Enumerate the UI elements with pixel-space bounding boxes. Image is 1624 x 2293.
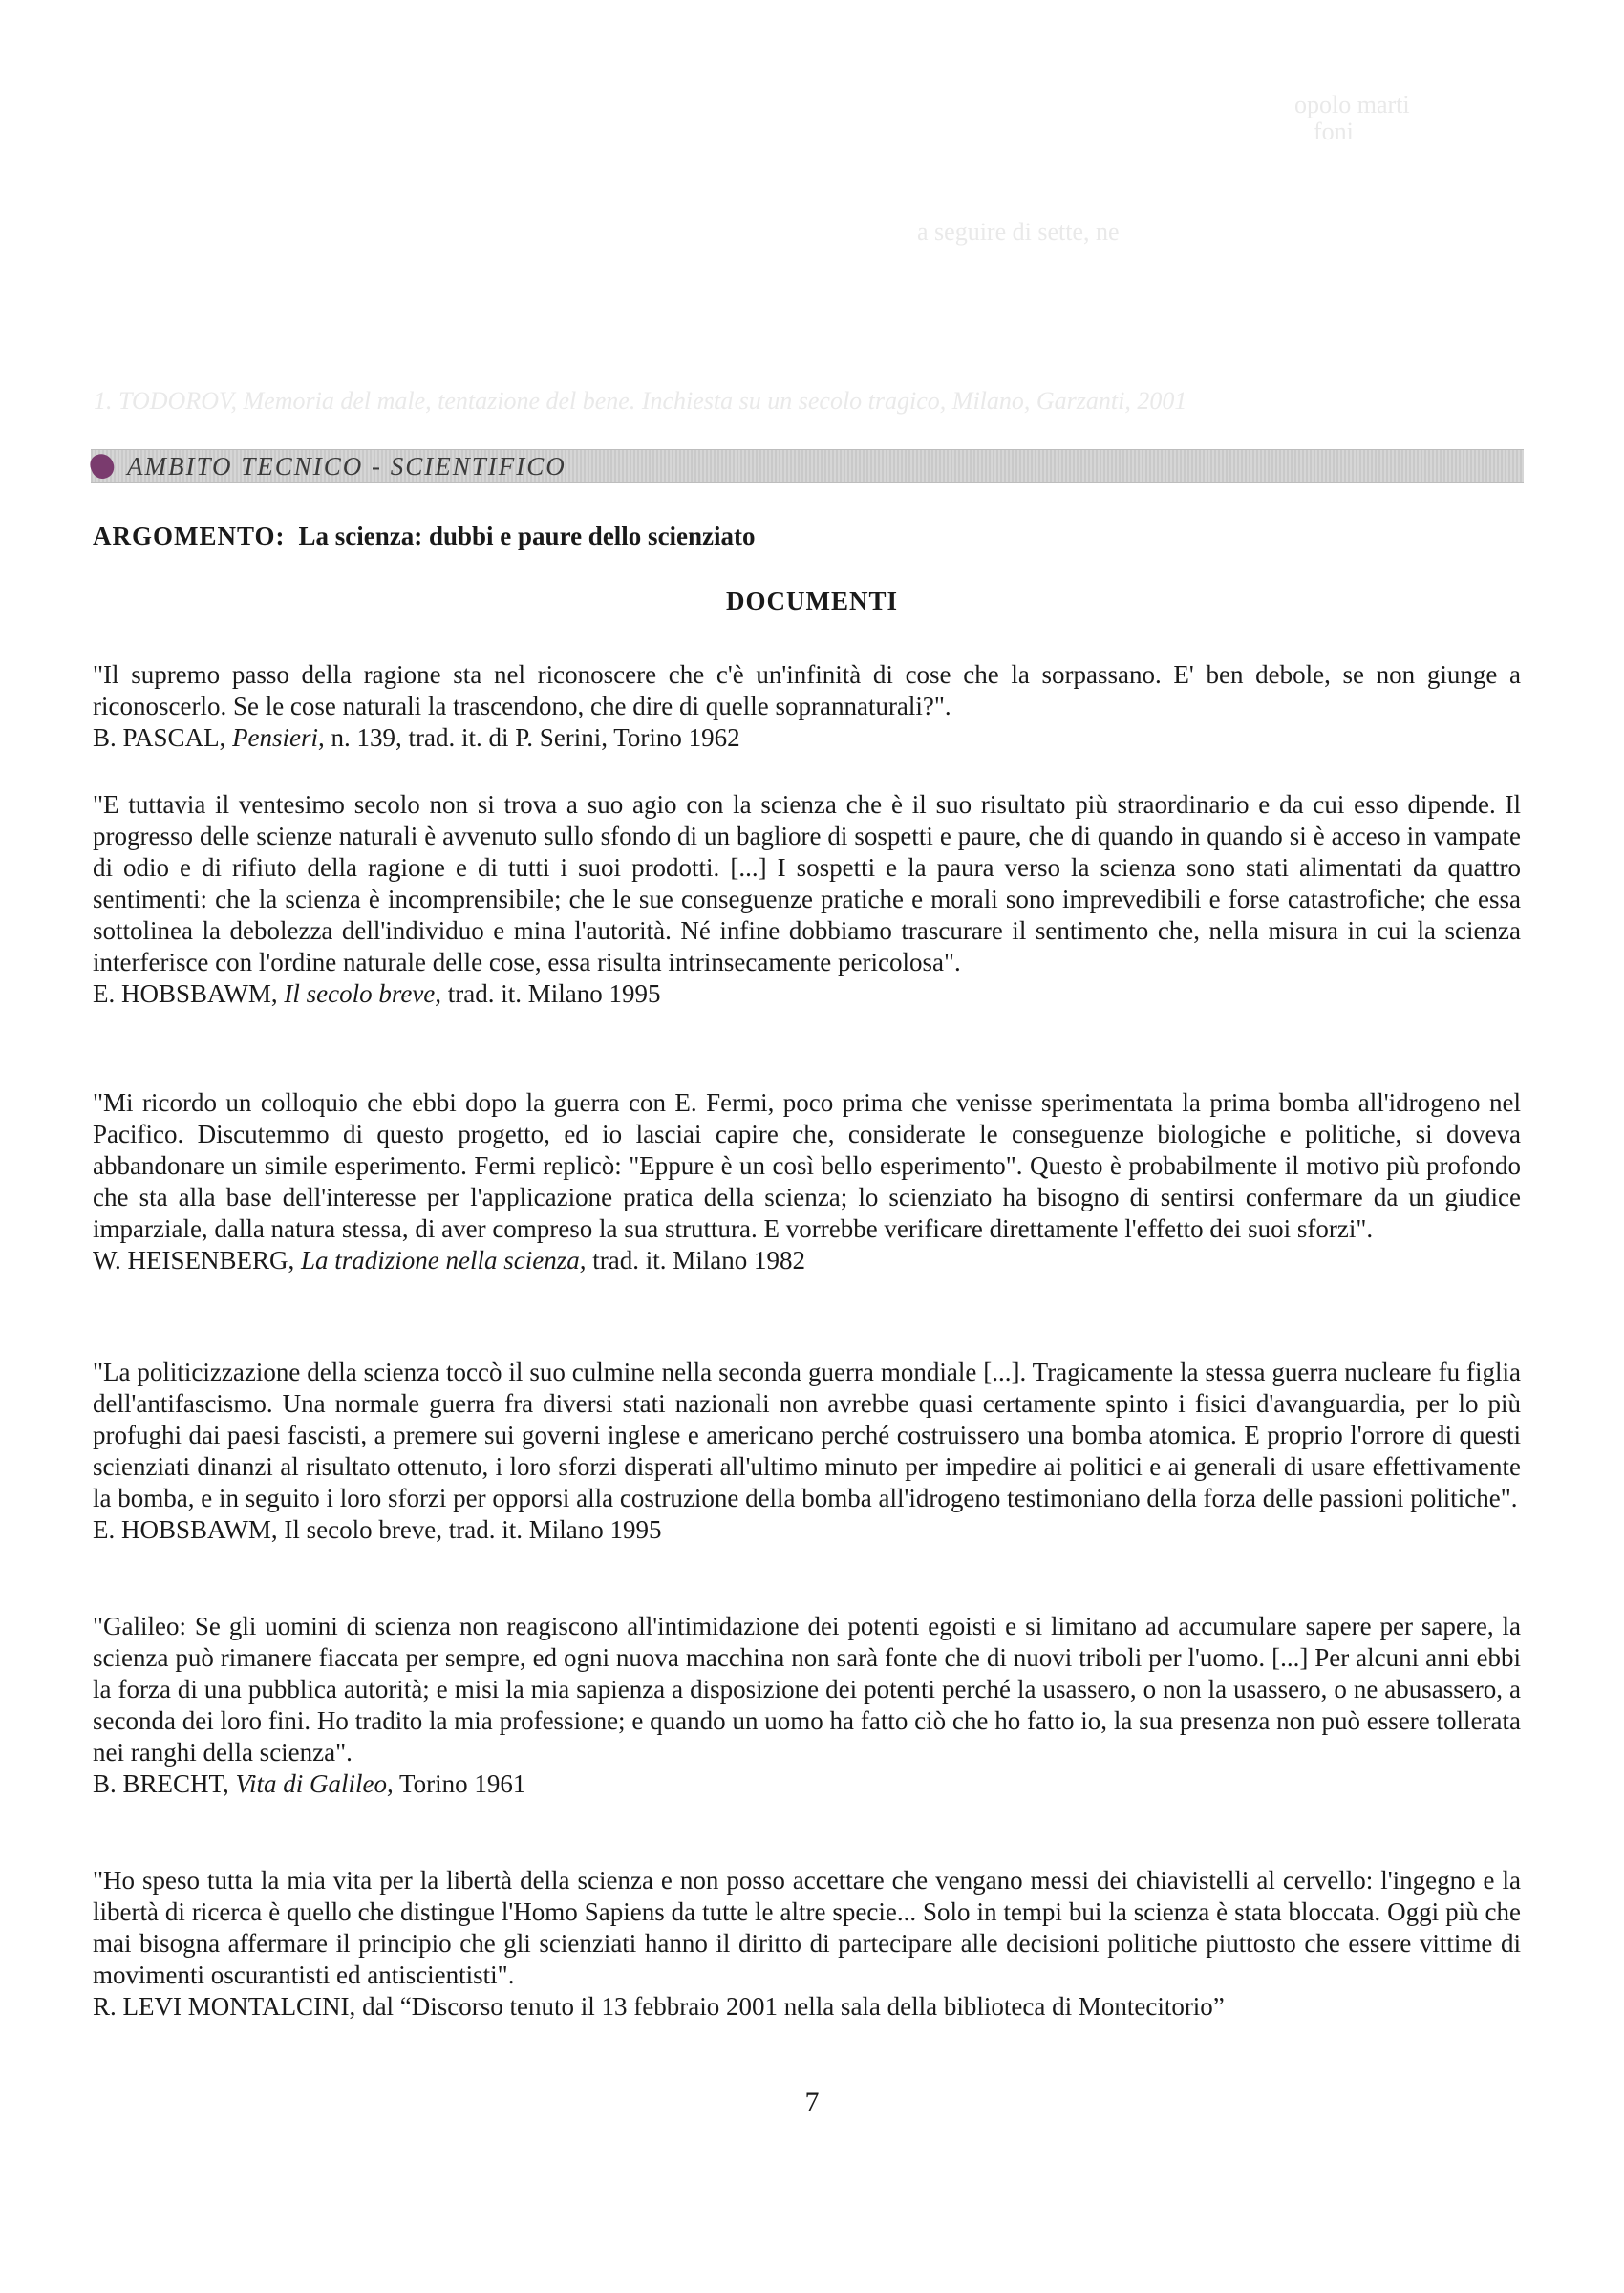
- topic-key: ARGOMENTO:: [93, 522, 286, 550]
- document-block: [93, 659, 1521, 754]
- source-author: R. LEVI MONTALCINI,: [93, 1992, 356, 2021]
- source-author: B. PASCAL,: [93, 723, 226, 752]
- document-source: [93, 722, 1521, 754]
- section-header-bar: [91, 449, 1524, 483]
- show-through-text: a seguire di sette, ne: [917, 218, 1120, 246]
- source-work: La tradizione nella scienza,: [301, 1246, 587, 1275]
- document-source: [93, 1991, 1521, 2023]
- source-work: Vita di Galileo,: [235, 1769, 394, 1798]
- document-quote: "La politicizzazione della scienza toccò il suo culmine nella seconda guerra mondiale [...]. Tragicamente la stessa guerra nucleare fu figlia dell'antifascismo. Una normale guerra fra diversi stati nazionali non avrebbe quasi certamente spinto i fisici d'avanguardia, per lo più profughi dai paesi fascisti, a premere sui governi inglese e americano perché costruissero una bomba atomica. E proprio l'orrore di questi scienziati dinanzi al risultato ottenuto, i loro sforzi disperati all'ultimo minuto per impedire ai politici e ai generali di usare effettivamente la bomba, e in seguito i loro sforzi per opporsi alla costruzione della bomba all'idrogeno testimoniano della forza delle passioni politiche".: [93, 1358, 1521, 1512]
- source-details: trad. it. Milano 1995: [447, 979, 661, 1008]
- topic-line: [93, 522, 756, 551]
- document-source: [93, 1245, 1521, 1276]
- page-number: 7: [804, 2087, 820, 2118]
- source-author: E. HOBSBAWM,: [93, 979, 278, 1008]
- document-quote: "Galileo: Se gli uomini di scienza non reagiscono all'intimidazione dei potenti egoisti e si limitano ad accumulare sapere per sapere, la scienza può rimanere fiaccata per sempre, ed ogni nuova macchina non sarà fonte che di nuovi triboli per l'uomo. [...] Per alcuni anni ebbi la forza di una pubblica autorità; e misi la mia sapienza a disposizione dei potenti perché la usassero, o non la usassero, o ne abusassero, a seconda dei loro fini. Ho tradito la mia professione; e quando un uomo ha fatto ciò che ho fatto io, la sua presenza non può essere tollerata nei ranghi della scienza".: [93, 1612, 1521, 1767]
- document-source: [93, 978, 1521, 1010]
- show-through-text: opolo marti: [1294, 91, 1410, 118]
- topic-value: La scienza: dubbi e paure dello scienziato: [298, 522, 756, 550]
- section-label: AMBITO TECNICO - SCIENTIFICO: [127, 452, 566, 481]
- show-through-text: foni: [1314, 118, 1354, 145]
- document-source: [93, 1514, 1521, 1546]
- source-details: Il secolo breve, trad. it. Milano 1995: [284, 1515, 662, 1544]
- document-block: [93, 1087, 1521, 1276]
- document-quote: "Il supremo passo della ragione sta nel riconoscere che c'è un'infinità di cose che la sorpassano. E' ben debole, se non giunge a riconoscerlo. Se le cose naturali la trascendono, che dire di quelle soprannaturali?".: [93, 660, 1521, 720]
- document-block: [93, 1357, 1521, 1546]
- source-author: W. HEISENBERG,: [93, 1246, 295, 1275]
- document-block: [93, 1865, 1521, 2023]
- document-block: [93, 789, 1521, 1010]
- source-details: dal “Discorso tenuto il 13 febbraio 2001 nella sala della biblioteca di Montecitorio”: [362, 1992, 1225, 2021]
- document-quote: "Mi ricordo un colloquio che ebbi dopo la guerra con E. Fermi, poco prima che venisse sperimentata la prima bomba all'idrogeno nel Pacifico. Discutemmo di questo progetto, ed io lasciai capire che, considerate le conseguenze biologiche e politiche, si doveva abbandonare un simile esperimento. Fermi replicò: "Eppure è un così bello esperimento". Questo è probabilmente il motivo più profondo che sta alla base dell'interesse per l'applicazione pratica della scienza; lo scienziato ha bisogno di sentirsi confermare da un giudice imparziale, dalla natura stessa, di aver compreso la sua struttura. E vorrebbe verificare direttamente l'effetto dei suoi sforzi".: [93, 1088, 1521, 1243]
- document-quote: "Ho speso tutta la mia vita per la libertà della scienza e non posso accettare che vengano messi dei chiavistelli al cervello: l'ingegno e la libertà di ricerca è quello che distingue l'Homo Sapiens da tutte le altre specie... Solo in tempi bui la scienza è stata bloccata. Oggi più che mai bisogna affermare il principio che gli scienziati hanno il diritto di partecipare alle decisioni politiche piuttosto che essere vittime di movimenti oscurantisti ed antiscientisti".: [93, 1866, 1521, 1989]
- document-source: [93, 1768, 1521, 1800]
- source-author: E. HOBSBAWM,: [93, 1515, 278, 1544]
- document-quote: "E tuttavia il ventesimo secolo non si trova a suo agio con la scienza che è il suo risultato più straordinario e da cui esso dipende. Il progresso delle scienze naturali è avvenuto sullo sfondo di un bagliore di sospetti e paure, che di quando in quando si è acceso in vampate di odio e di rifiuto della ragione e di tutti i suoi prodotti. [...] I sospetti e la paura verso la scienza sono stati alimentati da quattro sentimenti: che la scienza è incomprensibile; che le sue conseguenze pratiche e morali sono imprevedibili e forse catastrofiche; che essa sottolinea la debolezza dell'individuo e mina l'autorità. Né infine dobbiamo trascurare il sentimento che, nella misura in cui la scienza interferisce con l'ordine naturale delle cose, essa risulta intrinsecamente pericolosa".: [93, 790, 1521, 976]
- source-details: trad. it. Milano 1982: [592, 1246, 805, 1275]
- source-work: Il secolo breve,: [284, 979, 442, 1008]
- source-details: n. 139, trad. it. di P. Serini, Torino 1962: [331, 723, 740, 752]
- ink-blot-icon: [87, 451, 117, 482]
- document-block: [93, 1611, 1521, 1800]
- documents-heading: DOCUMENTI: [725, 587, 898, 615]
- show-through-text: 1. TODOROV, Memoria del male, tentazione del bene. Inchiesta su un secolo tragico, Milano, Garzanti, 2001: [94, 387, 1187, 415]
- source-author: B. BRECHT,: [93, 1769, 229, 1798]
- source-work: Pensieri,: [232, 723, 325, 752]
- source-details: Torino 1961: [399, 1769, 526, 1798]
